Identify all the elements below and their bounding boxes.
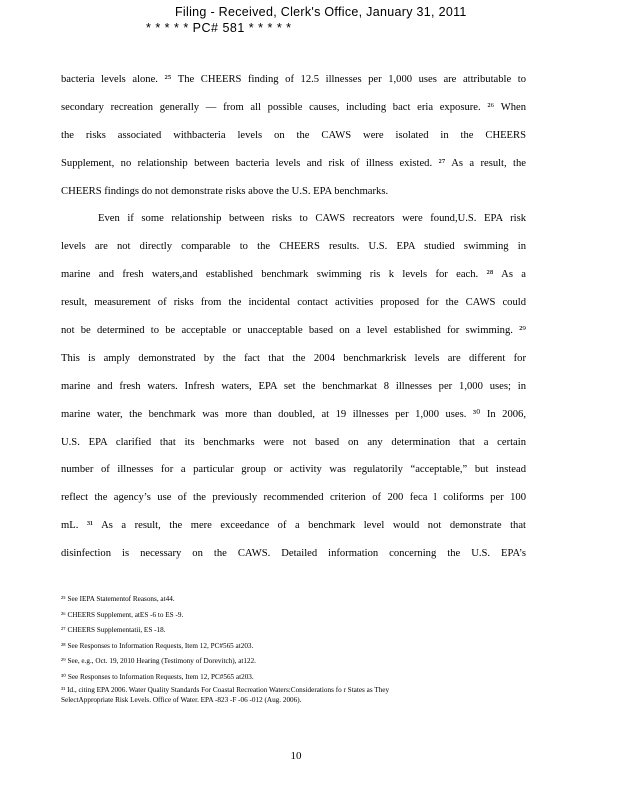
page-number: 10 [290,750,302,762]
body-line: result, measurement of risks from the incidental contact activities proposed for the CAWS could [61,297,526,309]
body-line: levels are not directly comparable to the CHEERS results. U.S. EPA studied swimming in [61,241,526,253]
body-line: marine water, the benchmark was more than doubled, at 19 illnesses per 1,000 uses. ³⁰ In 2006, [61,408,526,420]
footnote: ³¹ Id., citing EPA 2006. Water Quality Standards For Coastal Recreation Waters:Considerations fo r States as They [61,686,390,694]
body-line: Even if some relationship between risks to CAWS recreators were found,U.S. EPA risk [98,213,526,225]
pc-number-header: * * * * * PC# 581 * * * * * [146,21,292,35]
footnote: ²⁶ CHEERS Supplement, atES -6 to ES -9. [61,610,184,619]
body-line: mL. ³¹ As a result, the mere exceedance of a benchmark level would not demonstrate that [61,520,526,532]
footnote: ²⁸ See Responses to Information Requests, Item 12, PC#565 at203. [61,641,254,650]
body-line: This is amply demonstrated by the fact that the 2004 benchmarkrisk levels are different for [61,352,526,364]
body-line: bacteria levels alone. ²⁵ The CHEERS finding of 12.5 illnesses per 1,000 uses are attributable to [61,74,526,85]
body-line: marine and fresh waters. Infresh waters, EPA set the benchmarkat 8 illnesses per 1,000 uses; in [61,380,526,392]
footnote-continuation: SelectAppropriate Risk Levels. Office of Water. EPA -823 -F -06 -012 (Aug. 2006). [61,696,302,704]
body-line: CHEERS findings do not demonstrate risks above the U.S. EPA benchmarks. [61,185,389,197]
body-line: the risks associated withbacteria levels on the CAWS were isolated in the CHEERS [61,129,526,141]
body-line: disinfection is necessary on the CAWS. Detailed information concerning the U.S. EPA’s [61,548,526,560]
body-line: not be determined to be acceptable or unacceptable based on a level established for swimming. ²⁹ [61,325,526,337]
footnote: ²⁷ CHEERS Supplementatii, ES -18. [61,626,166,634]
body-text [61,66,526,568]
footnote: ³⁰ See Responses to Information Requests, Item 12, PC#565 at203. [61,672,254,681]
footnotes [61,592,526,705]
body-line: reflect the agency’s use of the previously recommended criterion of 200 feca l coliforms per 100 [61,492,526,504]
filing-header: Filing - Received, Clerk's Office, January 31, 2011 [175,5,467,19]
body-line: U.S. EPA clarified that its benchmarks were not based on any determination that a certain [61,436,526,448]
body-line: Supplement, no relationship between bacteria levels and risk of illness existed. ²⁷ As a result, the [61,157,526,169]
body-line: number of illnesses for a particular group or activity was regulatorily “acceptable,” but instead [61,464,526,476]
body-line: secondary recreation generally — from all possible causes, including bact eria exposure. ²⁶ When [61,101,526,113]
footnote: ²⁵ See IEPA Statementof Reasons, at44. [61,595,175,603]
body-line: marine and fresh waters,and established benchmark swimming ris k levels for each. ²⁸ As a [61,269,526,281]
footnote: ²⁹ See, e.g., Oct. 19, 2010 Hearing (Testimony of Dorevitch), at122. [61,657,256,665]
